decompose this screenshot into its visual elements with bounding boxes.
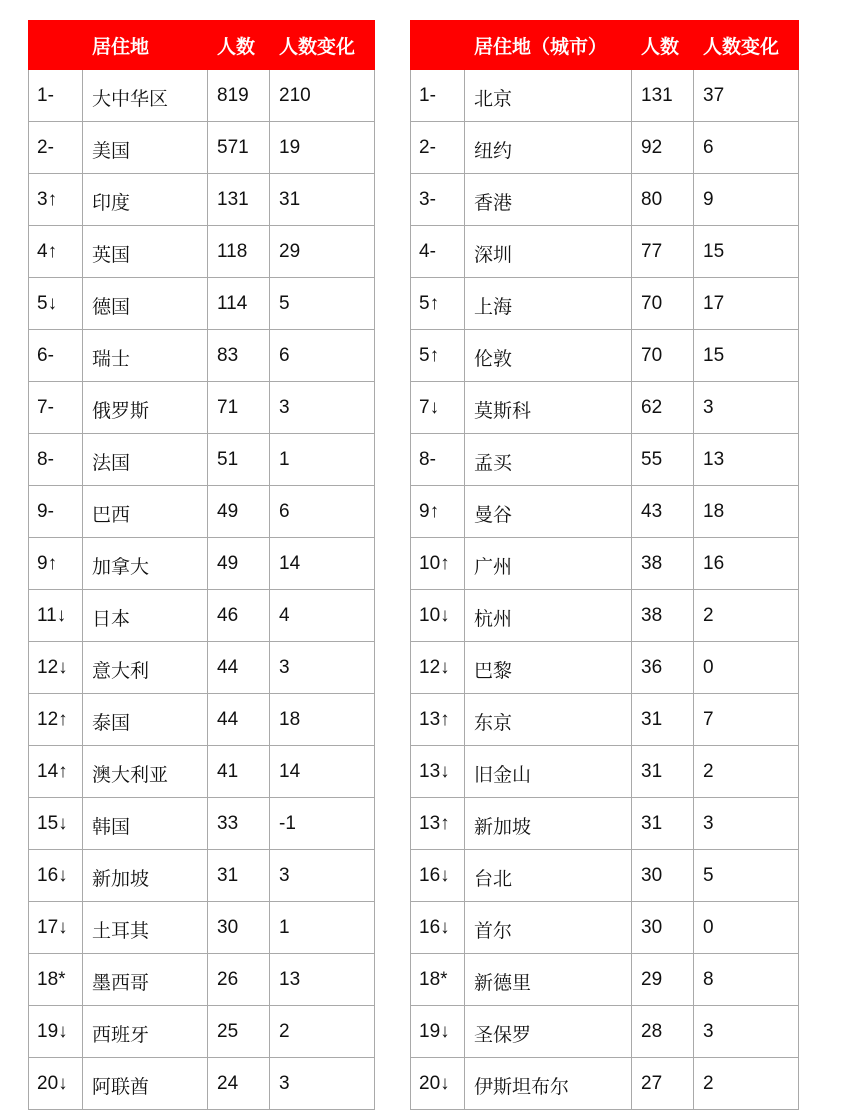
header-rank xyxy=(29,21,83,70)
rank-cell: 19↓ xyxy=(411,1006,465,1058)
header-residence: 居住地 xyxy=(83,21,208,70)
table-row xyxy=(411,1058,799,1110)
change-cell: 31 xyxy=(270,174,375,226)
residence-cell: 杭州 xyxy=(465,590,632,642)
header-rank xyxy=(411,21,465,70)
rank-cell: 1- xyxy=(411,70,465,122)
country-ranking-table xyxy=(28,20,375,1110)
rank-cell: 20↓ xyxy=(29,1058,83,1110)
count-cell: 38 xyxy=(632,590,694,642)
count-cell: 25 xyxy=(208,1006,270,1058)
residence-cell: 新加坡 xyxy=(83,850,208,902)
residence-cell: 阿联酋 xyxy=(83,1058,208,1110)
change-cell: 0 xyxy=(694,902,799,954)
header-change: 人数变化 xyxy=(270,21,375,70)
rank-cell: 15↓ xyxy=(29,798,83,850)
change-cell: 1 xyxy=(270,902,375,954)
header-residence-city: 居住地（城市） xyxy=(465,21,632,70)
table-row xyxy=(411,382,799,434)
table-row xyxy=(411,434,799,486)
table-row xyxy=(411,798,799,850)
count-cell: 38 xyxy=(632,538,694,590)
count-cell: 71 xyxy=(208,382,270,434)
table-row xyxy=(29,642,375,694)
rank-cell: 17↓ xyxy=(29,902,83,954)
change-cell: 8 xyxy=(694,954,799,1006)
change-cell: 18 xyxy=(694,486,799,538)
rank-cell: 5↑ xyxy=(411,278,465,330)
residence-cell: 韩国 xyxy=(83,798,208,850)
header-change: 人数变化 xyxy=(694,21,799,70)
residence-cell: 加拿大 xyxy=(83,538,208,590)
change-cell: 14 xyxy=(270,746,375,798)
rank-cell: 2- xyxy=(29,122,83,174)
count-cell: 62 xyxy=(632,382,694,434)
change-cell: 6 xyxy=(270,486,375,538)
count-cell: 30 xyxy=(632,850,694,902)
change-cell: 3 xyxy=(694,798,799,850)
table-row xyxy=(411,1006,799,1058)
change-cell: 0 xyxy=(694,642,799,694)
rank-cell: 20↓ xyxy=(411,1058,465,1110)
table-row xyxy=(29,590,375,642)
residence-cell: 伊斯坦布尔 xyxy=(465,1058,632,1110)
table-row xyxy=(29,694,375,746)
count-cell: 131 xyxy=(632,70,694,122)
count-cell: 31 xyxy=(632,694,694,746)
table-row xyxy=(29,122,375,174)
residence-cell: 法国 xyxy=(83,434,208,486)
rank-cell: 16↓ xyxy=(29,850,83,902)
residence-cell: 东京 xyxy=(465,694,632,746)
residence-cell: 上海 xyxy=(465,278,632,330)
change-cell: 19 xyxy=(270,122,375,174)
residence-cell: 旧金山 xyxy=(465,746,632,798)
change-cell: 29 xyxy=(270,226,375,278)
table-row xyxy=(29,902,375,954)
change-cell: 6 xyxy=(270,330,375,382)
count-cell: 92 xyxy=(632,122,694,174)
rank-cell: 9- xyxy=(29,486,83,538)
residence-cell: 澳大利亚 xyxy=(83,746,208,798)
rank-cell: 11↓ xyxy=(29,590,83,642)
count-cell: 83 xyxy=(208,330,270,382)
rank-cell: 8- xyxy=(411,434,465,486)
table-row xyxy=(29,70,375,122)
table-row xyxy=(411,902,799,954)
change-cell: 2 xyxy=(694,1058,799,1110)
rank-cell: 13↓ xyxy=(411,746,465,798)
change-cell: 1 xyxy=(270,434,375,486)
header-count: 人数 xyxy=(632,21,694,70)
change-cell: 7 xyxy=(694,694,799,746)
change-cell: 15 xyxy=(694,330,799,382)
residence-cell: 俄罗斯 xyxy=(83,382,208,434)
table-row xyxy=(29,850,375,902)
change-cell: 16 xyxy=(694,538,799,590)
count-cell: 77 xyxy=(632,226,694,278)
count-cell: 44 xyxy=(208,694,270,746)
header-count: 人数 xyxy=(208,21,270,70)
change-cell: 3 xyxy=(270,382,375,434)
table-row xyxy=(411,330,799,382)
rank-cell: 10↓ xyxy=(411,590,465,642)
count-cell: 27 xyxy=(632,1058,694,1110)
residence-cell: 美国 xyxy=(83,122,208,174)
residence-cell: 英国 xyxy=(83,226,208,278)
table-row xyxy=(411,538,799,590)
table-row xyxy=(411,694,799,746)
change-cell: 3 xyxy=(270,850,375,902)
change-cell: 3 xyxy=(270,1058,375,1110)
count-cell: 30 xyxy=(632,902,694,954)
change-cell: 13 xyxy=(270,954,375,1006)
table-row xyxy=(411,850,799,902)
rank-cell: 10↑ xyxy=(411,538,465,590)
change-cell: 3 xyxy=(694,382,799,434)
rank-cell: 5↑ xyxy=(411,330,465,382)
residence-cell: 曼谷 xyxy=(465,486,632,538)
count-cell: 571 xyxy=(208,122,270,174)
rank-cell: 4↑ xyxy=(29,226,83,278)
residence-cell: 印度 xyxy=(83,174,208,226)
count-cell: 51 xyxy=(208,434,270,486)
table-row xyxy=(411,954,799,1006)
rank-cell: 14↑ xyxy=(29,746,83,798)
change-cell: 9 xyxy=(694,174,799,226)
residence-cell: 香港 xyxy=(465,174,632,226)
rank-cell: 12↓ xyxy=(411,642,465,694)
count-cell: 44 xyxy=(208,642,270,694)
table-row xyxy=(411,174,799,226)
rank-cell: 8- xyxy=(29,434,83,486)
count-cell: 70 xyxy=(632,330,694,382)
table-row xyxy=(411,746,799,798)
residence-cell: 首尔 xyxy=(465,902,632,954)
change-cell: 13 xyxy=(694,434,799,486)
rank-cell: 19↓ xyxy=(29,1006,83,1058)
count-cell: 36 xyxy=(632,642,694,694)
residence-cell: 圣保罗 xyxy=(465,1006,632,1058)
table-row xyxy=(411,590,799,642)
change-cell: 4 xyxy=(270,590,375,642)
city-ranking-table xyxy=(410,20,799,1110)
residence-cell: 瑞士 xyxy=(83,330,208,382)
rank-cell: 13↑ xyxy=(411,694,465,746)
table-row xyxy=(411,642,799,694)
table-row xyxy=(29,746,375,798)
change-cell: 2 xyxy=(270,1006,375,1058)
table-row xyxy=(411,226,799,278)
count-cell: 43 xyxy=(632,486,694,538)
rank-cell: 3- xyxy=(411,174,465,226)
table-row xyxy=(29,174,375,226)
count-cell: 118 xyxy=(208,226,270,278)
residence-cell: 意大利 xyxy=(83,642,208,694)
rank-cell: 16↓ xyxy=(411,902,465,954)
rank-cell: 12↑ xyxy=(29,694,83,746)
change-cell: 3 xyxy=(270,642,375,694)
city-rows xyxy=(411,70,799,1110)
count-cell: 49 xyxy=(208,486,270,538)
header-row xyxy=(29,21,375,70)
count-cell: 33 xyxy=(208,798,270,850)
change-cell: 14 xyxy=(270,538,375,590)
count-cell: 70 xyxy=(632,278,694,330)
count-cell: 46 xyxy=(208,590,270,642)
table-row xyxy=(29,1006,375,1058)
count-cell: 30 xyxy=(208,902,270,954)
residence-cell: 莫斯科 xyxy=(465,382,632,434)
residence-cell: 北京 xyxy=(465,70,632,122)
residence-cell: 新加坡 xyxy=(465,798,632,850)
change-cell: 3 xyxy=(694,1006,799,1058)
rank-cell: 16↓ xyxy=(411,850,465,902)
change-cell: 17 xyxy=(694,278,799,330)
change-cell: 2 xyxy=(694,590,799,642)
residence-cell: 德国 xyxy=(83,278,208,330)
count-cell: 29 xyxy=(632,954,694,1006)
table-row xyxy=(411,486,799,538)
count-cell: 31 xyxy=(208,850,270,902)
count-cell: 31 xyxy=(632,798,694,850)
residence-cell: 台北 xyxy=(465,850,632,902)
count-cell: 28 xyxy=(632,1006,694,1058)
count-cell: 26 xyxy=(208,954,270,1006)
residence-cell: 土耳其 xyxy=(83,902,208,954)
residence-cell: 日本 xyxy=(83,590,208,642)
rank-cell: 5↓ xyxy=(29,278,83,330)
residence-cell: 孟买 xyxy=(465,434,632,486)
residence-cell: 纽约 xyxy=(465,122,632,174)
rank-cell: 1- xyxy=(29,70,83,122)
rank-cell: 9↑ xyxy=(29,538,83,590)
rank-cell: 13↑ xyxy=(411,798,465,850)
residence-cell: 深圳 xyxy=(465,226,632,278)
table-row xyxy=(29,434,375,486)
residence-cell: 伦敦 xyxy=(465,330,632,382)
table-row xyxy=(29,954,375,1006)
change-cell: 2 xyxy=(694,746,799,798)
table-row xyxy=(29,278,375,330)
rank-cell: 3↑ xyxy=(29,174,83,226)
residence-cell: 巴黎 xyxy=(465,642,632,694)
change-cell: 210 xyxy=(270,70,375,122)
count-cell: 80 xyxy=(632,174,694,226)
rank-cell: 9↑ xyxy=(411,486,465,538)
table-row xyxy=(29,330,375,382)
count-cell: 41 xyxy=(208,746,270,798)
table-row xyxy=(29,382,375,434)
residence-cell: 西班牙 xyxy=(83,1006,208,1058)
count-cell: 24 xyxy=(208,1058,270,1110)
residence-cell: 泰国 xyxy=(83,694,208,746)
table-row xyxy=(29,798,375,850)
table-row xyxy=(411,122,799,174)
count-cell: 131 xyxy=(208,174,270,226)
table-row xyxy=(29,538,375,590)
change-cell: 5 xyxy=(694,850,799,902)
rank-cell: 4- xyxy=(411,226,465,278)
rank-cell: 7- xyxy=(29,382,83,434)
count-cell: 819 xyxy=(208,70,270,122)
rank-cell: 18* xyxy=(29,954,83,1006)
count-cell: 55 xyxy=(632,434,694,486)
header-row xyxy=(411,21,799,70)
change-cell: -1 xyxy=(270,798,375,850)
residence-cell: 广州 xyxy=(465,538,632,590)
rank-cell: 18* xyxy=(411,954,465,1006)
residence-cell: 巴西 xyxy=(83,486,208,538)
table-row xyxy=(29,226,375,278)
count-cell: 31 xyxy=(632,746,694,798)
table-row xyxy=(29,1058,375,1110)
change-cell: 5 xyxy=(270,278,375,330)
change-cell: 6 xyxy=(694,122,799,174)
change-cell: 18 xyxy=(270,694,375,746)
rank-cell: 2- xyxy=(411,122,465,174)
rank-cell: 6- xyxy=(29,330,83,382)
table-row xyxy=(411,70,799,122)
table-row xyxy=(29,486,375,538)
count-cell: 114 xyxy=(208,278,270,330)
rank-cell: 7↓ xyxy=(411,382,465,434)
table-row xyxy=(411,278,799,330)
rank-cell: 12↓ xyxy=(29,642,83,694)
residence-cell: 墨西哥 xyxy=(83,954,208,1006)
change-cell: 37 xyxy=(694,70,799,122)
residence-cell: 大中华区 xyxy=(83,70,208,122)
residence-cell: 新德里 xyxy=(465,954,632,1006)
country-rows xyxy=(29,70,375,1110)
change-cell: 15 xyxy=(694,226,799,278)
count-cell: 49 xyxy=(208,538,270,590)
